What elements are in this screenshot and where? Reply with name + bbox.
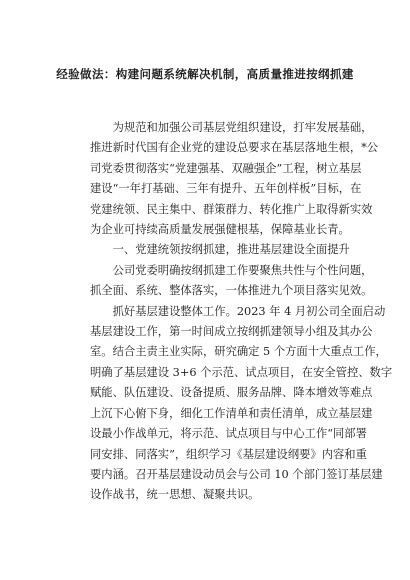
- document-body: [90, 118, 393, 506]
- text-line: 基层建设工作，第一时间成立按纲抓建领导小组及其办公: [90, 325, 373, 339]
- paragraph-details: [90, 302, 393, 506]
- text-line: 赋能、队伍建设、设备提质、服务品牌、降本增效等难点: [90, 386, 373, 400]
- text-line: 司党委贯彻落实“党建强基、双融强企”工程，树立基层: [90, 161, 362, 175]
- text-line: 党建统领、民主集中、群策群力、转化推广上取得新实效: [90, 202, 373, 216]
- text-line: 抓好基层建设整体工作。2023 年 4 月初公司全面启动: [90, 304, 386, 318]
- text-line: 公司党委明确按纲抓建工作要聚焦共性与个性问题，: [90, 263, 373, 277]
- section-heading: [90, 240, 348, 260]
- text-line: 上沉下心俯下身，细化工作清单和责任清单，成立基层建: [90, 406, 373, 420]
- text-line: 设作战书，统一思想、凝聚共识。: [90, 488, 260, 502]
- text-line: 室。结合主责主业实际，研究确定 5 个方面十大重点工作，: [90, 345, 387, 359]
- text-line: 为企业可持续高质量发展强健根基，保障基业长青。: [90, 223, 350, 237]
- text-line: 设最小作战单元，将示范、试点项目与中心工作“同部署: [90, 427, 367, 441]
- section-heading-text: 一、党建统领按纲抓建，推进基层建设全面提升: [90, 243, 350, 257]
- text-line: 明确了基层建设 3+6 个示范、试点项目，在安全管控、数字: [90, 365, 393, 379]
- text-line: 同安排、同落实”，组织学习《基层建设纲要》内容和重: [90, 447, 367, 461]
- text-line: 为规范和加强公司基层党组织建设，打牢发展基础，: [90, 121, 373, 134]
- text-line: 建设“一年打基础、三年有提升、五年创样板”目标，在: [90, 182, 362, 196]
- paragraph-intro: [90, 118, 379, 240]
- text-line: 抓全面、系统、整体落实，一体推进九个项目落实见效。: [90, 284, 373, 298]
- text-line: 要内涵。召开基层建设动员会与公司 10 个部门签订基层建: [90, 467, 383, 481]
- paragraph-overview: [90, 261, 373, 302]
- text-line: 推进新时代国有企业党的建设总要求在基层落地生根，*公: [90, 141, 379, 155]
- document-title: 经验做法：构建问题系统解决机制，高质量推进按纲抓建: [56, 67, 354, 81]
